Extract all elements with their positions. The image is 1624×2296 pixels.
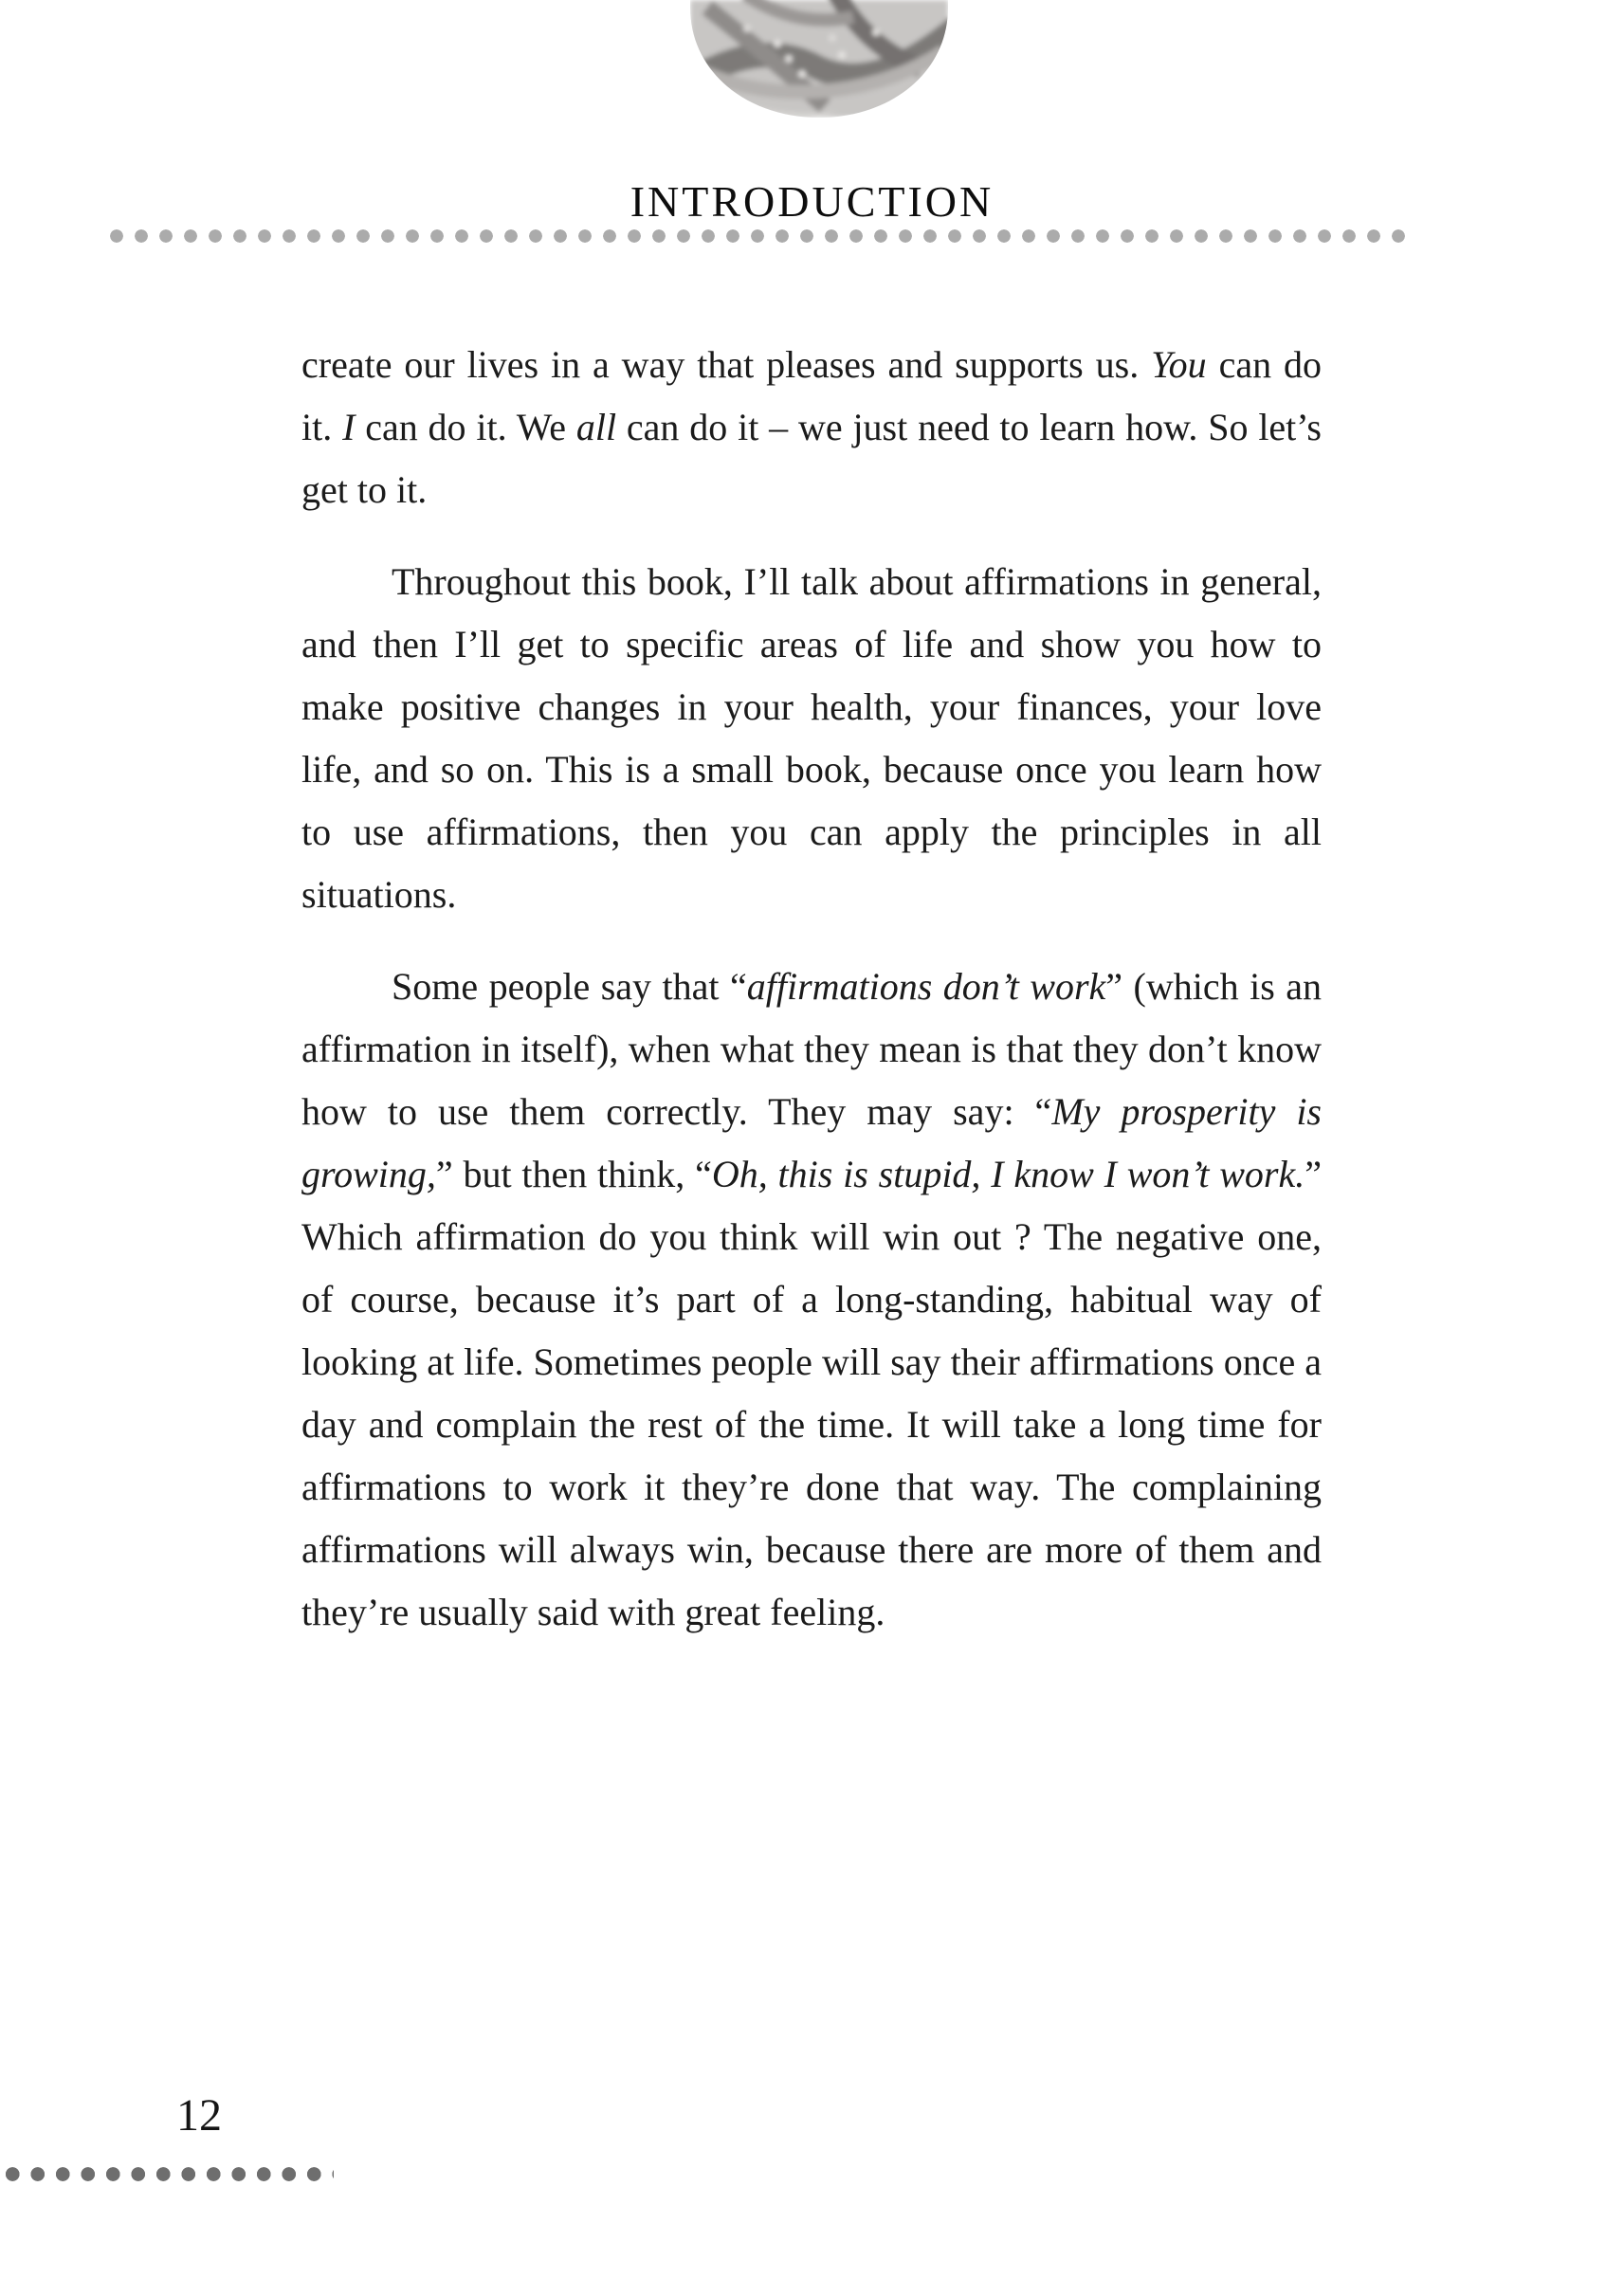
text-run: ” Which affirmation do you think will win out ? The negative one, of course, because it’s part of a long-standing, habitual way of looking at life. Sometimes people will say their affirmations once a day and complain the rest of the time. It will take a long time for affirmations to work it they’re done that way. The complaining affirmations will always win, because there are more of them and they’re usually said with great feeling. bbox=[301, 1153, 1323, 1633]
text-run: can do it – we just need to learn how. So let’s get to it. bbox=[301, 406, 1322, 511]
text-run: Throughout this book, I’ll talk about affirmations in general, and then I’ll get to specific areas of life and show you how to make positive changes in your health, your finances, your love life, and so on. This is a small book, because once you learn how to use affirmations, then you can apply the principles in all situations. bbox=[301, 560, 1322, 916]
paragraph bbox=[301, 551, 1322, 926]
italic-text-run: Oh, this is stupid, I know I won’t work. bbox=[711, 1153, 1305, 1195]
header-dotted-divider bbox=[104, 229, 1414, 243]
text-run: Some people say that “ bbox=[392, 965, 747, 1008]
italic-text-run: all bbox=[575, 406, 617, 448]
italic-text-run: My prosperity is growing, bbox=[301, 1090, 1323, 1195]
text-run: can do it. We bbox=[355, 406, 576, 448]
text-run: ” but then think, “ bbox=[435, 1153, 712, 1195]
decorative-leaf-image bbox=[690, 0, 948, 118]
page-number: 12 bbox=[176, 2090, 222, 2141]
italic-text-run: affirmations don’t work bbox=[746, 965, 1106, 1008]
text-run: can do it. bbox=[301, 343, 1322, 448]
chapter-title: INTRODUCTION bbox=[630, 177, 994, 226]
text-run: create our lives in a way that pleases and supports us. bbox=[301, 343, 1152, 386]
italic-text-run: I bbox=[342, 406, 356, 448]
paragraph bbox=[301, 956, 1322, 1644]
text-run: ” (which is an affirmation in itself), when what they mean is that they don’t know how to use them correctly. They may say: “ bbox=[301, 965, 1323, 1133]
italic-text-run: You bbox=[1151, 343, 1207, 386]
leaf-photo-svg bbox=[690, 0, 948, 118]
body-text bbox=[301, 334, 1322, 1673]
paragraph bbox=[301, 334, 1322, 521]
footer-dotted-divider bbox=[0, 2167, 334, 2181]
